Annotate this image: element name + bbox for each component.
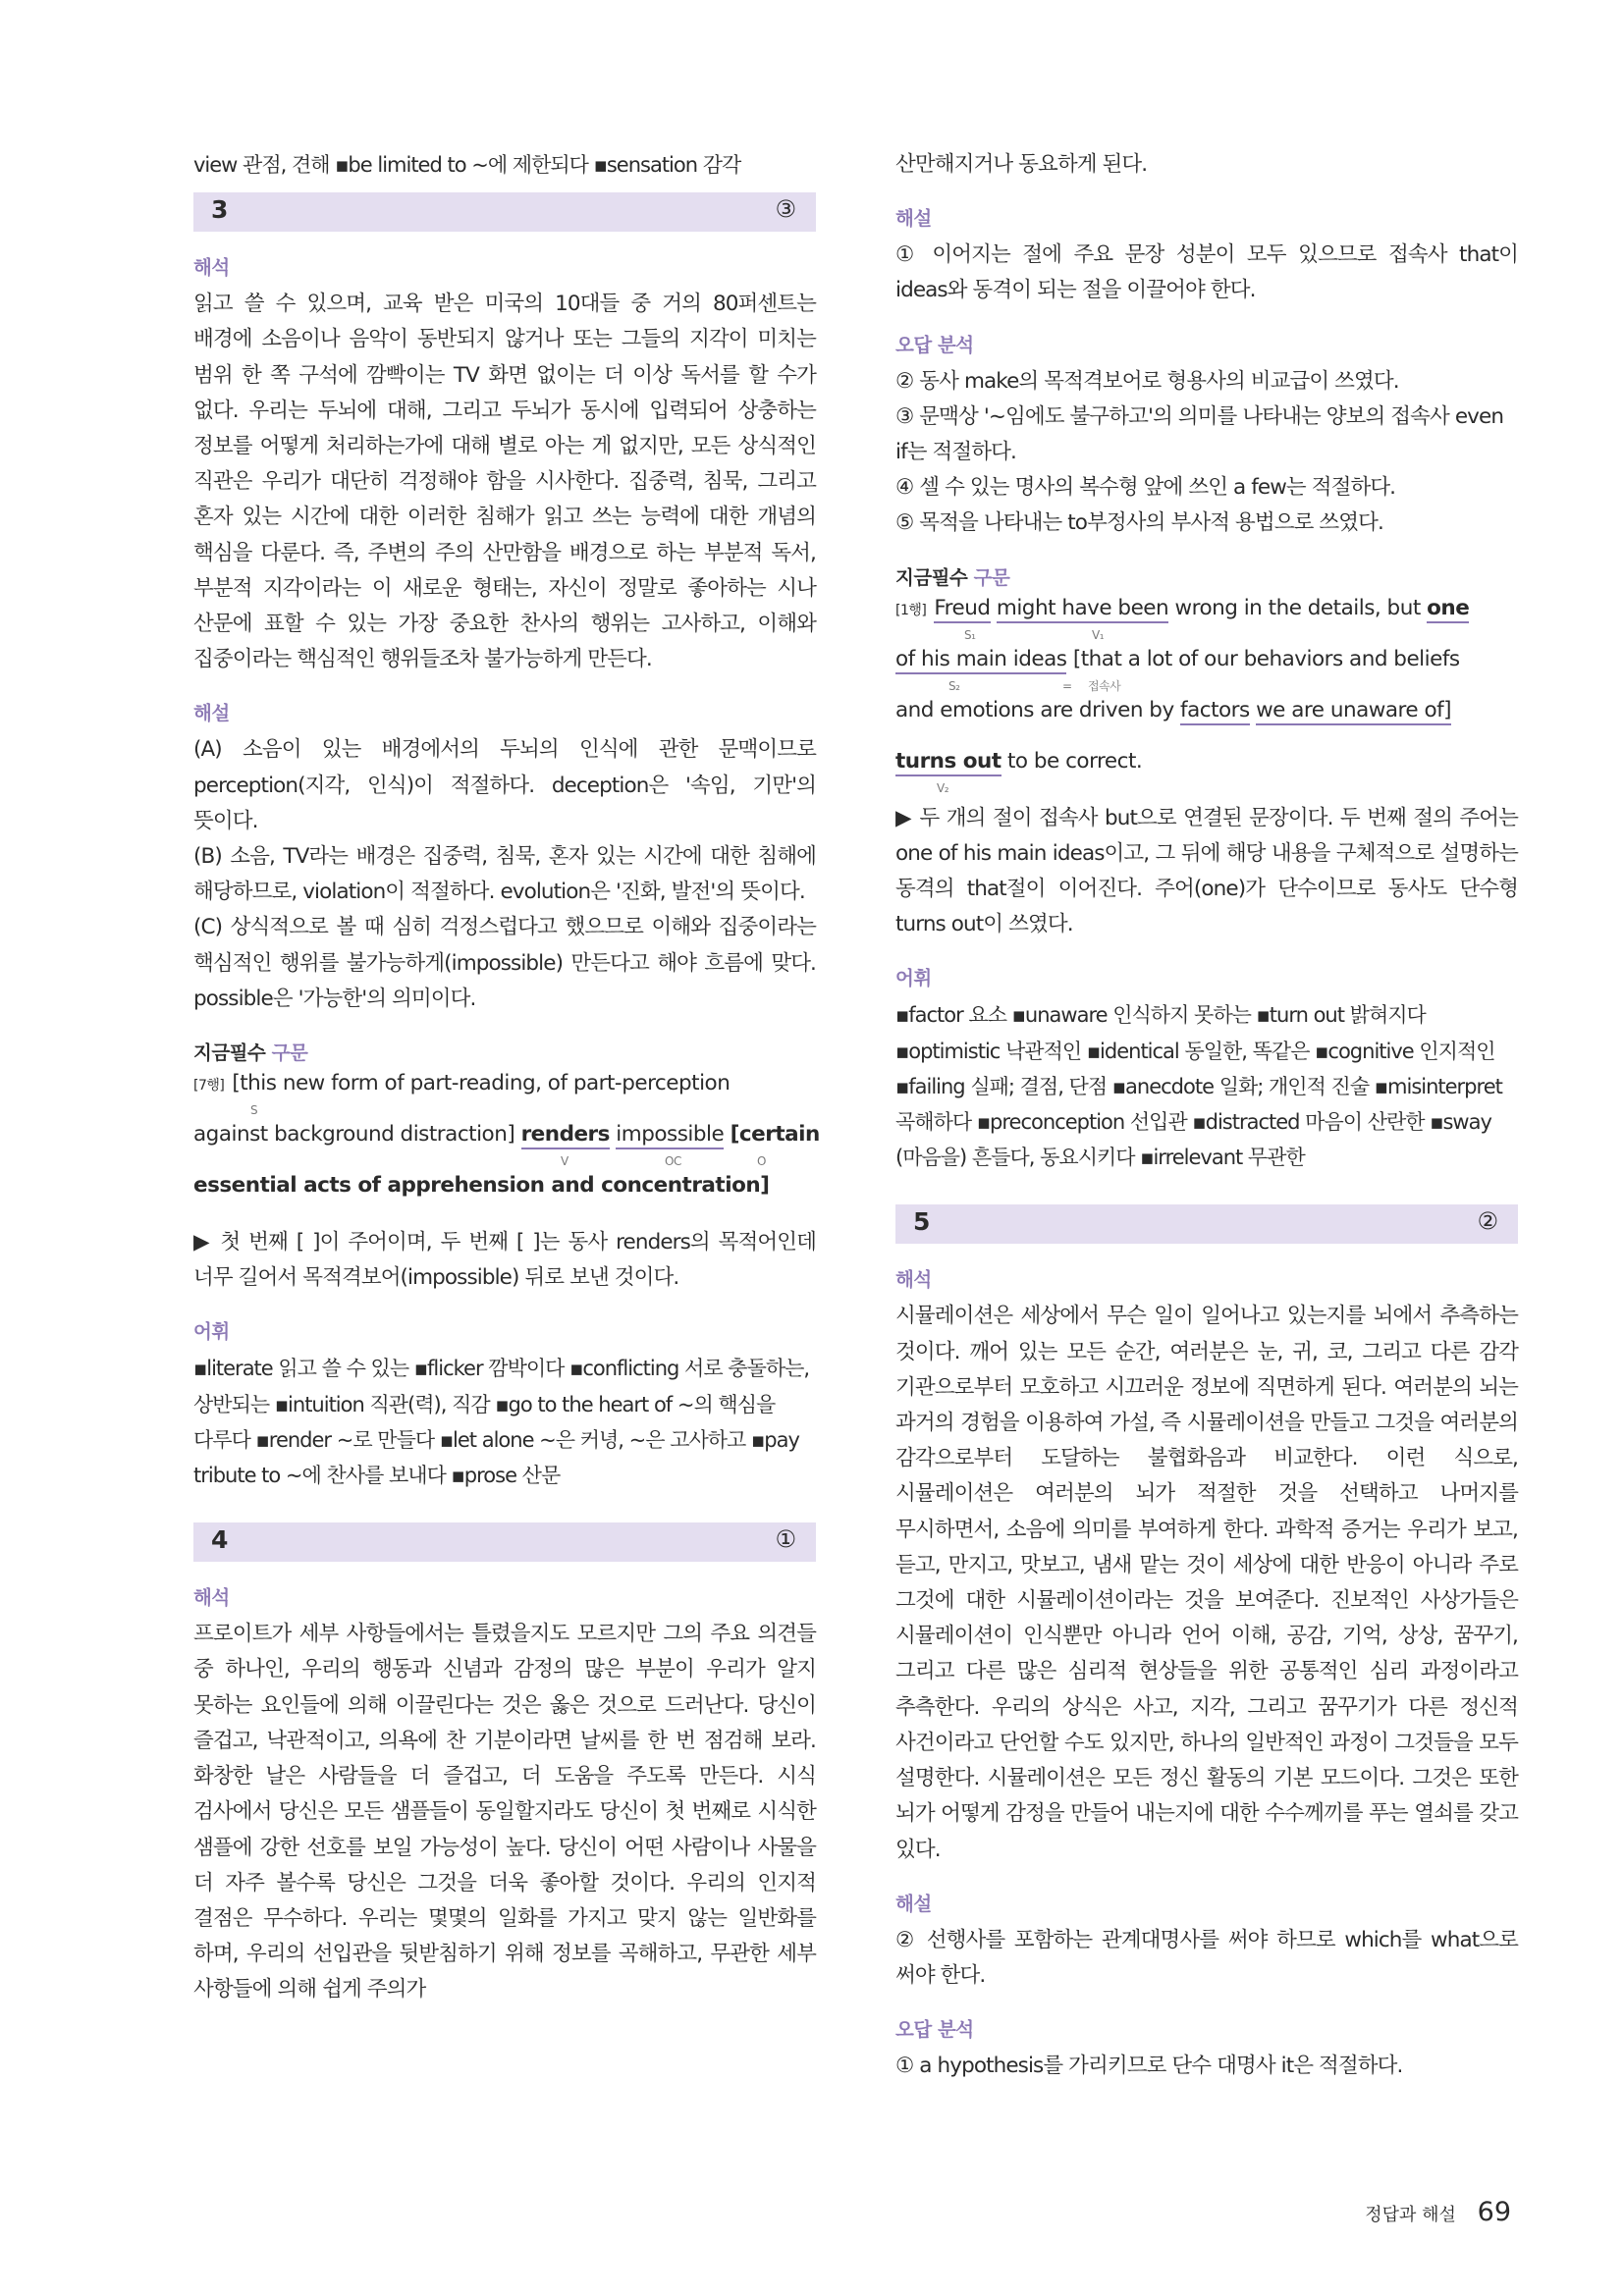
- wrong-answer-1: ① a hypothesis를 가리키므로 단수 대명사 it은 적절하다.: [895, 2054, 1403, 2079]
- top-vocab: view 관점, 견해 ▪be limited to ~에 제한되다 ▪sensation 감각: [193, 153, 741, 177]
- explanation: ① 이어지는 절에 주요 문장 성분이 모두 있으므로 접속사 that이 ideas와 동격이 되는 절을 이끌어야 한다.: [895, 242, 1518, 303]
- syntax-line: turns out to be correct. V₂: [895, 748, 1143, 795]
- syntax-line: essential acts of apprehension and concentration]: [193, 1173, 770, 1199]
- syntax-line: [1행] Freud might have been wrong in the details, but one S₁ V₁: [895, 595, 1470, 642]
- question-3-header: [193, 192, 816, 232]
- explanation: ② 선행사를 포함하는 관계대명사를 써야 하므로 which를 what으로 써야 한다.: [895, 1927, 1518, 1988]
- answer-mark: ②: [1477, 1207, 1498, 1236]
- question-number: 3: [211, 195, 229, 225]
- syntax-line: against background distraction] renders impossible [certain V OC O: [193, 1122, 820, 1169]
- question-5-header: [895, 1204, 1518, 1244]
- section-label-haeseol: 해설: [895, 1892, 932, 1915]
- section-label-haeseok: 해석: [193, 256, 230, 280]
- answer-mark: ①: [775, 1525, 796, 1554]
- syntax-note: ▶ 첫 번째 [ ]이 주어이며, 두 번째 [ ]는 동사 renders의 목적어인데 너무 길어서 목적격보어(impossible) 뒤로 보낸 것이다.: [193, 1230, 816, 1291]
- page-number: 69: [1477, 2197, 1511, 2227]
- syntax-line: [7행] [this new form of part-reading, of part-perception S: [193, 1071, 731, 1118]
- section-label-vocab: 어휘: [193, 1320, 230, 1344]
- wrong-answer-4: ④ 셀 수 있는 명사의 복수형 앞에 쓰인 a few는 적절하다.: [895, 475, 1396, 501]
- syntax-line: of his main ideas [that a lot of our behaviors and beliefs S₂ = 접속사: [895, 646, 1460, 693]
- section-label-odap: 오답 분석: [895, 2018, 974, 2042]
- question-number: 4: [211, 1525, 229, 1555]
- explanation-c: (C) 상식적으로 볼 때 심히 걱정스럽다고 했으므로 이해와 집중이라는 핵심적인 행위를 불가능하게(impossible) 만든다고 해야 흐름에 맞다. possible은 '가능한'의 의미이다.: [193, 915, 816, 1011]
- translation-paragraph: 프로이트가 세부 사항들에서는 틀렸을지도 모르지만 그의 주요 의견들 중 하나인, 우리의 행동과 신념과 감정의 많은 부분이 우리가 알지 못하는 요인들에 의해 이끌린다는 것은 옳은 것으로 드러난다. 당신이 즐겁고, 낙관적이고, 의욕에 찬 기분이라면 날씨를 한 번 점검해 보라. 화창한 날은 사람들을 더 즐겁고, 더 도움을 주도록 만든다. 시식 검사에서 당신은 모든 샘플들이 동일할지라도 당신이 첫 번째로 시식한 샘플에 강한 선호를 보일 가능성이 높다. 당신이 어떤 사람이나 사물을 더 자주 볼수록 당신은 그것을 더욱 좋아할 것이다. 우리의 인지적 결점은 무수하다. 우리는 몇몇의 일화를 가지고 맞지 않는 일반화를 하며, 우리의 선입관을 뒷받침하기 위해 정보를 곡해하고, 무관한 세부 사항들에 의해 쉽게 주의가: [193, 1622, 816, 2002]
- section-label-haeseol: 해설: [895, 207, 932, 231]
- left-column: [193, 147, 820, 2008]
- section-label-haeseok: 해석: [193, 1586, 230, 1610]
- right-column: [895, 147, 1518, 2084]
- section-label-haeseok: 해석: [895, 1268, 932, 1292]
- section-label-gumun: 지금필수 구문: [193, 1041, 308, 1065]
- question-4-header: [193, 1522, 816, 1562]
- translation-paragraph: 시뮬레이션은 세상에서 무슨 일이 일어나고 있는지를 뇌에서 추측하는 것이다. 깨어 있는 모든 순간, 여러분은 눈, 귀, 코, 그리고 다른 감각 기관으로부터 모호하고 시끄러운 정보에 직면하게 된다. 여러분의 뇌는 과거의 경험을 이용하여 가설, 즉 시뮬레이션을 만들고 그것을 여러분의 감각으로부터 도달하는 불협화음과 비교한다. 이런 식으로, 시뮬레이션은 여러분의 뇌가 적절한 것을 선택하고 나머지를 무시하면서, 소음에 의미를 부여하게 한다. 과학적 증거는 우리가 보고, 듣고, 만지고, 맛보고, 냄새 맡는 것이 세상에 대한 반응이 아니라 주로 그것에 대한 시뮬레이션이라는 것을 보여준다. 진보적인 사상가들은 시뮬레이션이 인식뿐만 아니라 언어 이해, 공감, 기억, 상상, 꿈꾸기, 그리고 다른 많은 심리적 현상들을 위한 공통적인 심리 과정이라고 추측한다. 우리의 상식은 사고, 지각, 그리고 꿈꾸기가 다른 정신적 사건이라고 단언할 수도 있지만, 하나의 일반적인 과정이 그것들을 모두 설명한다. 시뮬레이션은 모든 정신 활동의 기본 모드이다. 그것은 또한 뇌가 어떻게 감정을 만들어 내는지에 대한 수수께끼를 푸는 열쇠를 갖고 있다.: [895, 1304, 1518, 1862]
- explanation-b: (B) 소음, TV라는 배경은 집중력, 침묵, 혼자 있는 시간에 대한 침해에 해당하므로, violation이 적절하다. evolution은 '진화, 발전'의 뜻이다.: [193, 844, 816, 905]
- page-footer: [1365, 2197, 1511, 2227]
- translation-continuation: 산만해지거나 동요하게 된다.: [895, 152, 1148, 177]
- answer-mark: ③: [775, 195, 796, 224]
- wrong-answer-2: ② 동사 make의 목적격보어로 형용사의 비교급이 쓰였다.: [895, 368, 1399, 394]
- translation-paragraph: 읽고 쓸 수 있으며, 교육 받은 미국의 10대들 중 거의 80퍼센트는 배경에 소음이나 음악이 동반되지 않거나 또는 그들의 지각이 미치는 범위 한 쪽 구석에 깜빡이는 TV 화면 없이는 더 이상 독서를 할 수가 없다. 우리는 두뇌에 대해, 그리고 두뇌가 동시에 입력되어 상충하는 정보를 어떻게 처리하는가에 대해 별로 아는 게 없지만, 모든 상식적인 직관은 우리가 대단히 걱정해야 함을 시사한다. 집중력, 침묵, 그리고 혼자 있는 시간에 대한 이러한 침해가 읽고 쓰는 능력에 대한 개념의 핵심을 다룬다. 즉, 주변의 주의 산만함을 배경으로 하는 부분적 독서, 부분적 지각이라는 이 새로운 형태는, 자신이 정말로 좋아하는 시나 산문에 표할 수 있는 가장 중요한 찬사의 행위는 고사하고, 이해와 집중이라는 핵심적인 행위들조차 불가능하게 만든다.: [193, 292, 816, 672]
- section-label-haeseol: 해설: [193, 702, 230, 725]
- wrong-answer-3: ③ 문맥상 '~임에도 불구하고'의 의미를 나타내는 양보의 접속사 even if는 적절하다.: [895, 403, 1504, 465]
- footer-label: 정답과 해설: [1365, 2205, 1456, 2225]
- question-number: 5: [913, 1207, 931, 1237]
- wrong-answer-5: ⑤ 목적을 나타내는 to부정사의 부사적 용법으로 쓰였다.: [895, 510, 1383, 536]
- section-label-gumun: 지금필수 구문: [895, 565, 1010, 589]
- syntax-line: and emotions are driven by factors we are unaware of]: [895, 699, 1518, 750]
- explanation-a: (A) 소음이 있는 배경에서의 두뇌의 인식에 관한 문맥이므로 perception(지각, 인식)이 적절하다. deception은 '속임, 기만'의 뜻이다.: [193, 737, 816, 833]
- syntax-analysis: [895, 597, 1518, 801]
- vocab-list: ▪factor 요소 ▪unaware 인식하지 못하는 ▪turn out 밝혀지다 ▪optimistic 낙관적인 ▪identical 동일한, 똑같은 ▪cognitive 인지적인 ▪failing 실패; 결점, 단점 ▪anecdote 일화; 개인적 진술 ▪misinterpret 곡해하다 ▪preconception 선입관 ▪distracted 마음이 산란한 ▪sway (마음을) 흔들다, 동요시키다 ▪irrelevant 무관한: [895, 1003, 1502, 1170]
- section-label-odap: 오답 분석: [895, 333, 974, 356]
- vocab-list: ▪literate 읽고 쓸 수 있는 ▪flicker 깜박이다 ▪conflicting 서로 충돌하는, 상반되는 ▪intuition 직관(력), 직감 ▪go to the heart of ~의 핵심을 다루다 ▪render ~로 만들다 ▪let alone ~은 커녕, ~은 고사하고 ▪pay tribute to ~에 찬사를 보내다 ▪prose 산문: [193, 1357, 810, 1488]
- syntax-note: ▶ 두 개의 절이 접속사 but으로 연결된 문장이다. 두 번째 절의 주어는 one of his main ideas이고, 그 뒤에 해당 내용을 구체적으로 설명하는 동격의 that절이 이어진다. 주어(one)가 단수이므로 동사도 단수형 turns out이 쓰였다.: [895, 805, 1518, 937]
- syntax-analysis: [193, 1071, 820, 1225]
- section-label-vocab: 어휘: [895, 967, 932, 990]
